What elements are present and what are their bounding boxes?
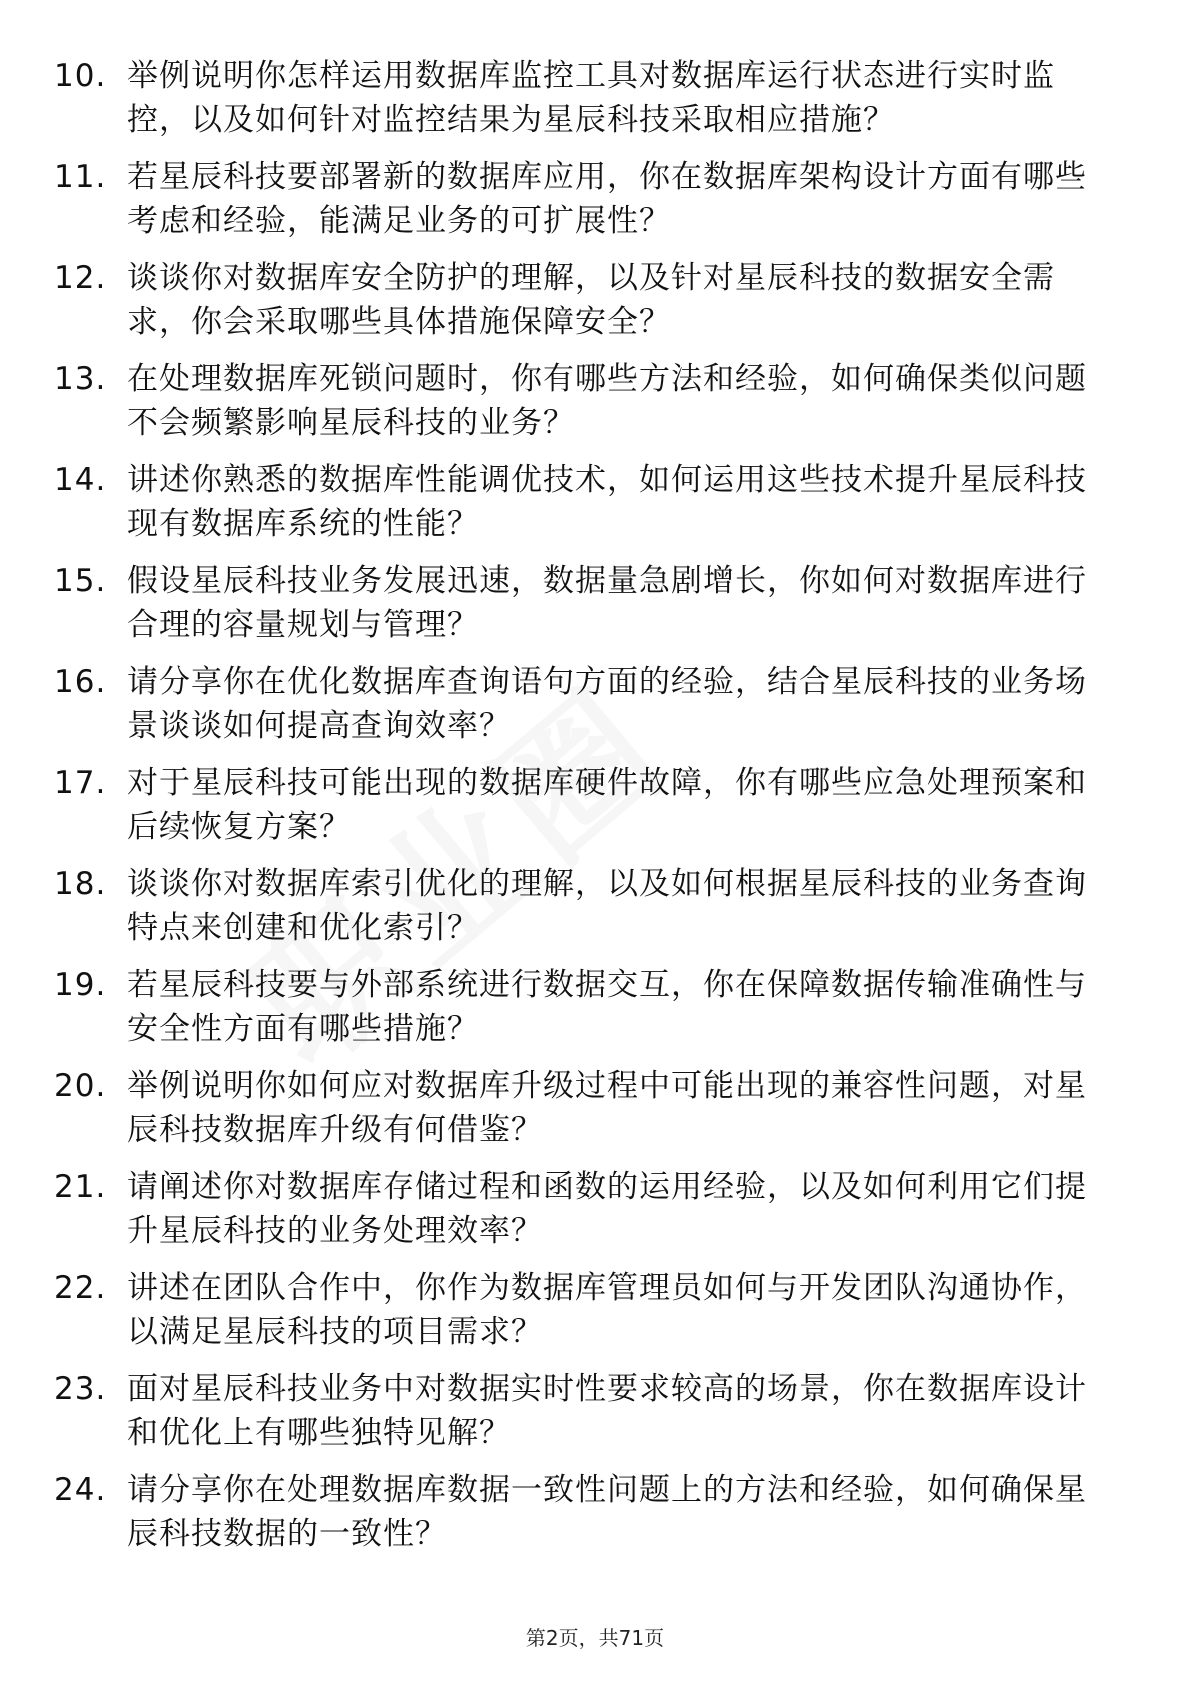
question-text: 若星辰科技要与外部系统进行数据交互，你在保障数据传输准确性与安全性方面有哪些措施？: [127, 967, 1087, 1047]
question-text: 讲述你熟悉的数据库性能调优技术，如何运用这些技术提升星辰科技现有数据库系统的性能？: [127, 462, 1087, 542]
question-text: 假设星辰科技业务发展迅速，数据量急剧增长，你如何对数据库进行合理的容量规划与管理？: [127, 563, 1087, 643]
question-item: [54, 256, 1114, 344]
question-item: [54, 155, 1114, 243]
question-number: 11.: [54, 159, 107, 195]
page-number-footer: 第2页，共71页: [525, 1626, 665, 1650]
question-text: 讲述在团队合作中，你作为数据库管理员如何与开发团队沟通协作，以满足星辰科技的项目需求？: [127, 1270, 1087, 1350]
question-number: 18.: [54, 866, 107, 902]
question-item: [54, 1165, 1114, 1253]
question-number: 23.: [54, 1371, 107, 1407]
question-text: 面对星辰科技业务中对数据实时性要求较高的场景，你在数据库设计和优化上有哪些独特见解？: [127, 1371, 1087, 1451]
question-number: 20.: [54, 1068, 107, 1104]
question-number: 22.: [54, 1270, 107, 1306]
question-item: [54, 660, 1114, 748]
question-text: 若星辰科技要部署新的数据库应用，你在数据库架构设计方面有哪些考虑和经验，能满足业务的可扩展性？: [127, 159, 1087, 239]
question-item: [54, 1468, 1114, 1556]
question-number: 24.: [54, 1472, 107, 1508]
question-text: 举例说明你如何应对数据库升级过程中可能出现的兼容性问题，对星辰科技数据库升级有何借鉴？: [127, 1068, 1087, 1148]
question-item: [54, 862, 1114, 950]
question-number: 16.: [54, 664, 107, 700]
question-text: 谈谈你对数据库安全防护的理解，以及针对星辰科技的数据安全需求，你会采取哪些具体措施保障安全？: [127, 260, 1055, 340]
question-item: [54, 1367, 1114, 1455]
question-number: 19.: [54, 967, 107, 1003]
question-item: [54, 761, 1114, 849]
question-number: 21.: [54, 1169, 107, 1205]
question-text: 请分享你在优化数据库查询语句方面的经验，结合星辰科技的业务场景谈谈如何提高查询效率？: [127, 664, 1087, 744]
question-item: [54, 1266, 1114, 1354]
question-text: 谈谈你对数据库索引优化的理解，以及如何根据星辰科技的业务查询特点来创建和优化索引？: [127, 866, 1087, 946]
question-number: 10.: [54, 58, 107, 94]
question-text: 举例说明你怎样运用数据库监控工具对数据库运行状态进行实时监控，以及如何针对监控结果为星辰科技采取相应措施？: [127, 58, 1055, 138]
question-text: 对于星辰科技可能出现的数据库硬件故障，你有哪些应急处理预案和后续恢复方案？: [127, 765, 1087, 845]
question-item: [54, 963, 1114, 1051]
question-number: 12.: [54, 260, 107, 296]
question-number: 17.: [54, 765, 107, 801]
question-item: [54, 54, 1114, 142]
question-item: [54, 559, 1114, 647]
question-number: 14.: [54, 462, 107, 498]
question-text: 在处理数据库死锁问题时，你有哪些方法和经验，如何确保类似问题不会频繁影响星辰科技的业务？: [127, 361, 1087, 441]
question-item: [54, 458, 1114, 546]
question-item: [54, 357, 1114, 445]
question-text: 请阐述你对数据库存储过程和函数的运用经验，以及如何利用它们提升星辰科技的业务处理效率？: [127, 1169, 1087, 1249]
question-number: 15.: [54, 563, 107, 599]
question-list: [54, 54, 1114, 1569]
question-text: 请分享你在处理数据库数据一致性问题上的方法和经验，如何确保星辰科技数据的一致性？: [127, 1472, 1087, 1552]
question-number: 13.: [54, 361, 107, 397]
question-item: [54, 1064, 1114, 1152]
